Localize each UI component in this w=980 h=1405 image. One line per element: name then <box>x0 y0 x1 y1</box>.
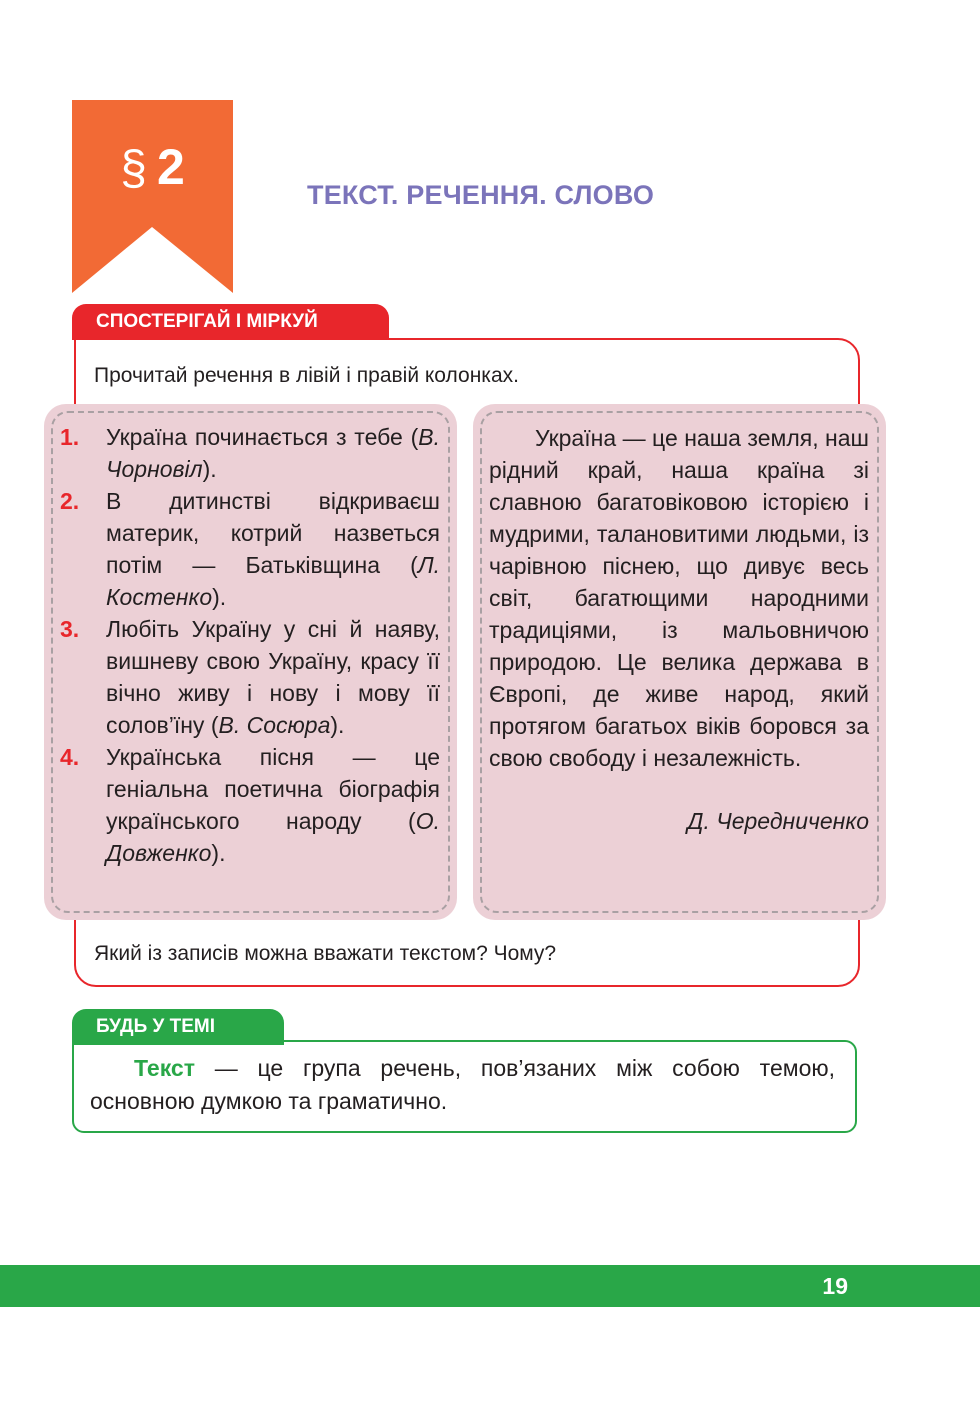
list-item <box>60 421 440 485</box>
instruction-text: Прочитай речення в лівій і правій колонках. <box>94 364 519 387</box>
theme-tab: БУДЬ У ТЕМІ <box>72 1009 284 1045</box>
sentence-end: ). <box>330 712 345 738</box>
sentence-end: ). <box>212 584 227 610</box>
sentence-author: В. Сосюра <box>218 712 331 738</box>
sentence-author: О. Довженко <box>106 808 440 866</box>
list-item <box>60 613 440 741</box>
paragraph-ribbon <box>72 100 233 293</box>
page-number: 19 <box>822 1273 848 1299</box>
ribbon-shape <box>72 100 233 293</box>
paragraph-number <box>72 138 233 196</box>
sentence-number: 1. <box>60 424 80 450</box>
definition-term: Текст <box>134 1055 195 1081</box>
paragraph-author: Д. Чередниченко <box>687 808 869 834</box>
sentence-text: Українська пісня — це геніальна поетична біографія українського народу ( <box>106 744 440 834</box>
sentence-end: ). <box>202 456 217 482</box>
definition-text <box>90 1052 835 1118</box>
footer-bar <box>0 1265 980 1307</box>
sentence-number: 3. <box>60 616 80 642</box>
section-title: ТЕКСТ. РЕЧЕННЯ. СЛОВО <box>307 180 655 210</box>
sentence-text: В дитинстві відкриваєш материк, котрий назветься потім — Батьківщина ( <box>106 488 440 578</box>
sentence-number: 4. <box>60 744 80 770</box>
definition-body: — це група речень, пов’язаних між собою темою, основною думкою та граматично. <box>90 1055 835 1114</box>
text-paragraph: Україна — це наша земля, наш рідний край, наша країна зі славною багатовіковою історією і мудрими, талановитими людьми, із чарівною піснею, що дивує весь світ, багатющими народними традиціями, із мальовничою природою. Це велика держава в Європі, де живе народ, який протягом багатьох віків боровся за свою свободу і незалежність. <box>489 425 869 771</box>
sentence-end: ). <box>211 840 226 866</box>
paragraph-number-value: 2 <box>156 139 185 195</box>
sentence-text: Україна починається з тебе ( <box>106 424 419 450</box>
list-item <box>60 485 440 613</box>
observe-tab: СПОСТЕРІГАЙ І МІРКУЙ <box>72 304 389 340</box>
list-item <box>60 741 440 869</box>
paragraph-symbol: § <box>120 142 147 195</box>
sentence-number: 2. <box>60 488 80 514</box>
question-text: Який із записів можна вважати текстом? Чому? <box>94 942 557 965</box>
sentence-text: Любіть Україну у сні й наяву, вишневу свою Україну, красу її вічно живу і нову і мову її солов’їну ( <box>106 616 440 738</box>
sentence-author: Л. Костенко <box>106 552 440 610</box>
sentence-author: В. Чорновіл <box>106 424 440 482</box>
sentence-list <box>60 421 440 869</box>
